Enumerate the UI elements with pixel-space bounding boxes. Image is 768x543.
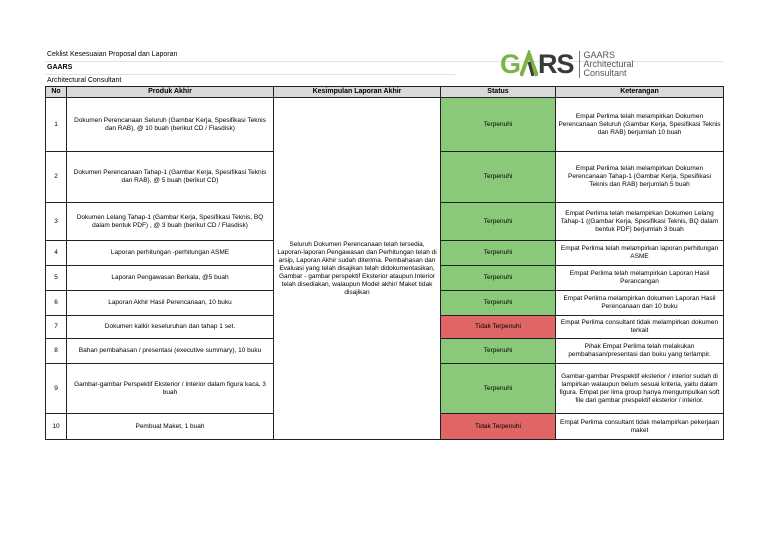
col-header-keterangan[interactable]: Keterangan (556, 87, 724, 98)
logo-letters-rs: RS (538, 49, 574, 79)
gaars-logo (500, 50, 634, 78)
kesimpulan-cell[interactable]: Seluruh Dokumen Perencanaan telah tersedia, Laporan-laporan Pengawasan dan Perhitungan telah di arsip, Laporan Akhir sudah diterima. Pembahasan dan Evaluasi yang telah disajikan telah didokumentasikan, Gambar - gambar perspektif Eksterior ataupun Interior telah disediakan, walaupun Model akhir/ Maket tidak disajikan (274, 98, 441, 440)
logo-text-line2: Architectural (583, 58, 634, 69)
row-number-cell[interactable]: 5 (46, 266, 67, 291)
row-number-cell[interactable]: 8 (46, 339, 67, 364)
logo-a-icon (520, 50, 538, 78)
checklist-table (45, 86, 724, 440)
row-number-cell[interactable]: 10 (46, 414, 67, 440)
keterangan-cell[interactable]: Empat Perlima telah melampirkan Dokumen Lelang Tahap-1 ((Gambar Kerja, Spesifikasi Teknis, BQ dalam bentuk PDF) berjumlah 3 buah (556, 203, 724, 241)
table-header-row (46, 87, 724, 98)
logo-letter-g: G (500, 49, 521, 79)
header-row-company (45, 61, 455, 75)
row-number-cell[interactable]: 1 (46, 98, 67, 152)
col-header-kesimpulan[interactable]: Kesimpulan Laporan Akhir (274, 87, 441, 98)
keterangan-cell[interactable]: Empat Perlima telah melampirkan Dokumen Perencanaan Seluruh (Gambar Kerja, Spesifikasi Teknis dan RAB) berjumlah 10 buah (556, 98, 724, 152)
row-number-cell[interactable]: 4 (46, 241, 67, 266)
keterangan-cell[interactable]: Empat Perlima consultant tidak melampirkan dokumen terkait (556, 316, 724, 339)
table-row (46, 98, 724, 152)
logo-wordmark (579, 51, 634, 78)
produk-akhir-cell[interactable]: Bahan pembahasan / presentasi (executive summary), 10 buku (67, 339, 274, 364)
col-header-no[interactable]: No (46, 87, 67, 98)
keterangan-cell[interactable]: Empat Perlima telah melampirkan Dokumen Perencanaan Tahap-1 (Gambar Kerja, Spesifikasi Teknis dan RAB) berjumlah 5 buah (556, 152, 724, 203)
company-subtitle[interactable]: Architectural Consultant (47, 77, 122, 84)
col-header-produk[interactable]: Produk Akhir (67, 87, 274, 98)
produk-akhir-cell[interactable]: Dokumen kalkir keseluruhan dan tahap 1 set. (67, 316, 274, 339)
document-title[interactable]: Ceklist Kesesuaian Proposal dan Laporan (47, 51, 178, 58)
keterangan-cell[interactable]: Gambar-gambar Prespektif eksterior / interior sudah di lampirkan walaupun belum sesuai kriteria, yaitu dalam figura. Empat per lima group hanya mengumpulkan soft file dari gambar prespektif eksterior / interior. (556, 364, 724, 414)
status-cell[interactable]: Terpenuhi (441, 98, 556, 152)
row-number-cell[interactable]: 7 (46, 316, 67, 339)
company-name[interactable]: GAARS (47, 64, 73, 71)
produk-akhir-cell[interactable]: Dokumen Perencanaan Seluruh (Gambar Kerja, Spesifikasi Teknis dan RAB), @ 10 buah (berikut CD / Flasdisk) (67, 98, 274, 152)
keterangan-cell[interactable]: Empat Perlima telah melampirkan Laporan Hasil Perancangan (556, 266, 724, 291)
status-cell[interactable]: Terpenuhi (441, 291, 556, 316)
row-number-cell[interactable]: 3 (46, 203, 67, 241)
keterangan-cell[interactable]: Empat Perlima consultant tidak melampirkan pekerjaan maket (556, 414, 724, 440)
produk-akhir-cell[interactable]: Gambar-gambar Perspektif Eksterior / Interior dalam figura kaca, 3 buah (67, 364, 274, 414)
status-cell[interactable]: Terpenuhi (441, 152, 556, 203)
produk-akhir-cell[interactable]: Dokumen Lelang Tahap-1 (Gambar Kerja, Spesifikasi Teknis, BQ dalam bentuk PDF) , @ 3 buah (berikut CD / Flasdisk) (67, 203, 274, 241)
produk-akhir-cell[interactable]: Pembuat Maket, 1 buah (67, 414, 274, 440)
logo-letter-a (520, 50, 538, 78)
logo-text-line3: Consultant (583, 67, 627, 78)
col-header-status[interactable]: Status (441, 87, 556, 98)
keterangan-cell[interactable]: Pihak Empat Perlima telah melakukan pembahasan/presentasi dan buku yang terlampir. (556, 339, 724, 364)
status-cell[interactable]: Terpenuhi (441, 364, 556, 414)
status-cell[interactable]: Terpenuhi (441, 241, 556, 266)
row-number-cell[interactable]: 9 (46, 364, 67, 414)
logo-text-line1: GAARS (583, 49, 616, 60)
row-number-cell[interactable]: 6 (46, 291, 67, 316)
status-cell[interactable]: Terpenuhi (441, 203, 556, 241)
row-number-cell[interactable]: 2 (46, 152, 67, 203)
status-cell[interactable]: Tidak Terpenuhi (441, 316, 556, 339)
status-cell[interactable]: Terpenuhi (441, 339, 556, 364)
keterangan-cell[interactable]: Empat Perlima melampirkan dokumen Laporan Hasil Perencanaan dan 10 buku (556, 291, 724, 316)
produk-akhir-cell[interactable]: Laporan Pengawasan Berkala, @5 buah (67, 266, 274, 291)
keterangan-cell[interactable]: Empat Perlima telah melampirkan laporan perhitungan ASME (556, 241, 724, 266)
produk-akhir-cell[interactable]: Laporan perhitungan -perhitungan ASME (67, 241, 274, 266)
produk-akhir-cell[interactable]: Dokumen Perencanaan Tahap-1 (Gambar Kerja, Spesifikasi Teknis dan RAB), @ 5 buah (berikut CD) (67, 152, 274, 203)
status-cell[interactable]: Tidak Terpenuhi (441, 414, 556, 440)
produk-akhir-cell[interactable]: Laporan Akhir Hasil Perencanaan, 10 buku (67, 291, 274, 316)
status-cell[interactable]: Terpenuhi (441, 266, 556, 291)
logo-mark (500, 50, 574, 78)
